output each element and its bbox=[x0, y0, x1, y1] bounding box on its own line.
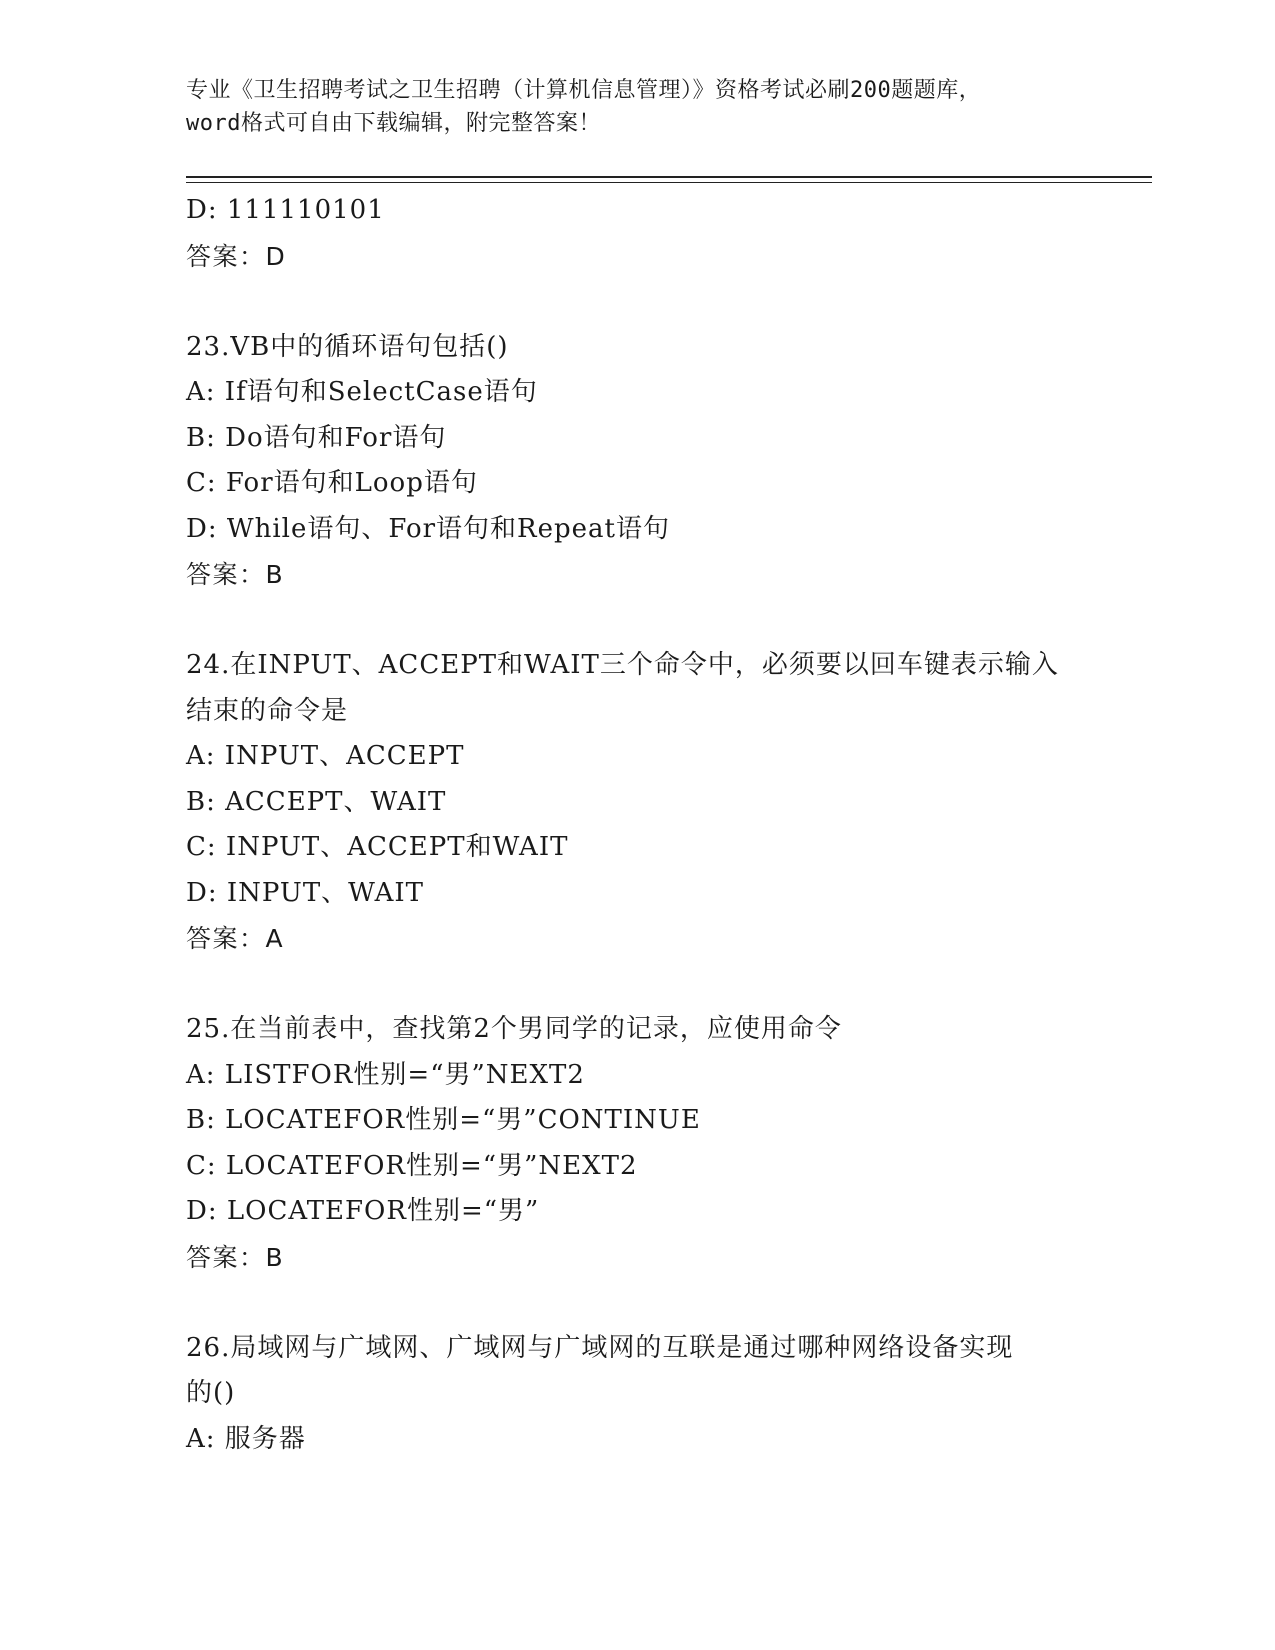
question-list bbox=[186, 188, 1086, 1462]
document-header bbox=[186, 74, 1086, 140]
option-line: C: LOCATEFOR性别=“男”NEXT2 bbox=[186, 1150, 638, 1181]
option-line: C: For语句和Loop语句 bbox=[186, 468, 478, 498]
question-text: 25.在当前表中，查找第2个男同学的记录，应使用命令 bbox=[186, 1014, 842, 1044]
header-title-line-2: word格式可自由下载编辑，附完整答案！ bbox=[186, 111, 601, 136]
answer-line: 答案：B bbox=[186, 560, 285, 589]
option-line: D: LOCATEFOR性别=“男” bbox=[186, 1196, 540, 1226]
block-spacer bbox=[186, 279, 1086, 325]
block-spacer bbox=[186, 598, 1086, 644]
option-line: A: LISTFOR性别=“男”NEXT2 bbox=[186, 1059, 585, 1090]
option-line: A: 服务器 bbox=[186, 1423, 306, 1454]
option-line: D: INPUT、WAIT bbox=[186, 877, 424, 908]
question-text: 的() bbox=[186, 1378, 236, 1408]
answer-line: 答案：B bbox=[186, 1242, 285, 1272]
option-line: B: LOCATEFOR性别=“男”CONTINUE bbox=[186, 1105, 701, 1135]
answer-line: 答案：D bbox=[186, 241, 287, 271]
option-line: B: Do语句和For语句 bbox=[186, 422, 447, 453]
header-divider-thick bbox=[186, 176, 1152, 178]
question-text: 26.局域网与广域网、广域网与广域网的互联是通过哪种网络设备实现 bbox=[186, 1332, 1014, 1363]
question-text: 结束的命令是 bbox=[186, 695, 349, 726]
block-spacer bbox=[186, 962, 1086, 1008]
option-line: B: ACCEPT、WAIT bbox=[186, 786, 447, 817]
option-line: D: While语句、For语句和Repeat语句 bbox=[186, 513, 670, 544]
header-divider-thin bbox=[186, 182, 1152, 183]
option-line: D: 111110101 bbox=[186, 195, 385, 225]
header-title-line-1: 专业《卫生招聘考试之卫生招聘（计算机信息管理）》资格考试必刷200题题库， bbox=[186, 78, 982, 103]
block-spacer bbox=[186, 1280, 1086, 1326]
answer-line: 答案：A bbox=[186, 924, 285, 953]
question-text: 24.在INPUT、ACCEPT和WAIT三个命令中，必须要以回车键表示输入 bbox=[186, 650, 1059, 680]
option-line: A: If语句和SelectCase语句 bbox=[186, 377, 538, 407]
option-line: C: INPUT、ACCEPT和WAIT bbox=[186, 832, 569, 862]
option-line: A: INPUT、ACCEPT bbox=[186, 741, 465, 771]
question-text: 23.VB中的循环语句包括() bbox=[186, 331, 509, 362]
